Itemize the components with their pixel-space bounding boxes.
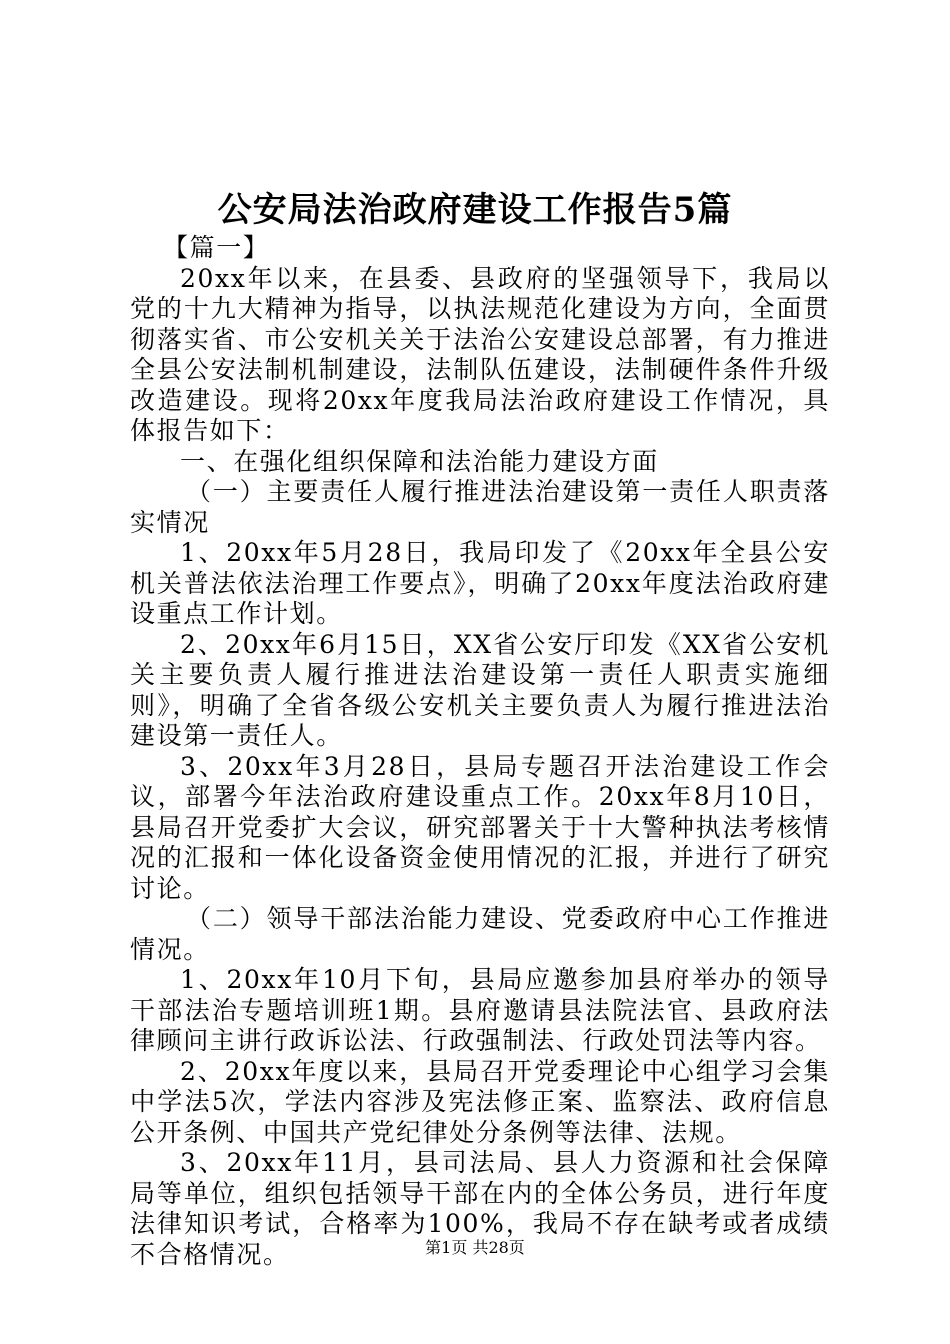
paragraph: 20xx年以来，在县委、县政府的坚强领导下，我局以党的十九大精神为指导，以执法规范化建设为方向，全面贯彻落实省、市公安机关关于法治公安建设总部署，有力推进全县公安法制机制建设，法制队伍建设，法制硬件条件升级改造建设。现将20xx年度我局法治政府建设工作情况，具体报告如下： [130, 263, 830, 445]
paragraph: 1、20xx年5月28日，我局印发了《20xx年全县公安机关普法依法治理工作要点》，明确了20xx年度法治政府建设重点工作计划。 [130, 538, 830, 628]
subsection-heading: （二）领导干部法治能力建设、党委政府中心工作推进情况。 [130, 904, 830, 964]
page-number: 第1页 共28页 [425, 1238, 525, 1257]
paragraph: 3、20xx年11月，县司法局、县人力资源和社会保障局等单位，组织包括领导干部在内的全体公务员，进行年度法律知识考试，合格率为100%，我局不存在缺考或者成绩不合格情况。 [130, 1148, 830, 1269]
subsection-heading: 一、在强化组织保障和法治能力建设方面 [180, 446, 659, 476]
document-title: 公安局法治政府建设工作报告5篇 [217, 190, 733, 230]
paragraph: 2、20xx年6月15日，XX省公安厅印发《XX省公安机关主要负责人履行推进法治建设第一责任人职责实施细则》，明确了全省各级公安机关主要负责人为履行推进法治建设第一责任人。 [130, 629, 830, 750]
paragraph: 2、20xx年度以来，县局召开党委理论中心组学习会集中学法5次，学法内容涉及宪法修正案、监察法、政府信息公开条例、中国共产党纪律处分条例等法律、法规。 [130, 1056, 830, 1147]
paragraph: 1、20xx年10月下旬，县局应邀参加县府举办的领导干部法治专题培训班1期。县府邀请县法院法官、县政府法律顾问主讲行政诉讼法、行政强制法、行政处罚法等内容。 [130, 965, 830, 1055]
document-body [130, 233, 830, 1270]
paragraph: 3、20xx年3月28日，县局专题召开法治建设工作会议，部署今年法治政府建设重点工作。20xx年8月10日，县局召开党委扩大会议，研究部署关于十大警种执法考核情况的汇报和一体化设备资金使用情况的汇报，并进行了研究讨论。 [130, 751, 830, 903]
section-heading: 【篇一】 [163, 233, 270, 262]
subsection-heading: （一）主要责任人履行推进法治建设第一责任人职责落实情况 [130, 477, 830, 537]
